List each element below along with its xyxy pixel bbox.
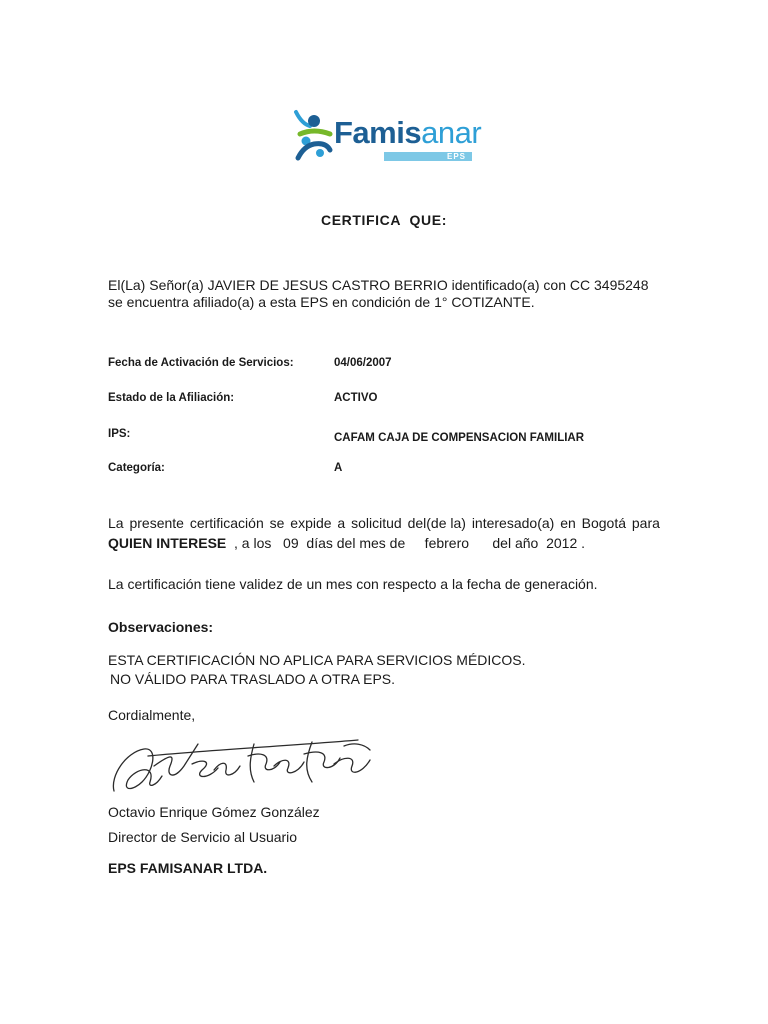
recipient: QUIEN INTERESE [108,535,227,551]
category-value: A [334,462,343,474]
request-word: presente [129,515,184,531]
category-label: Categoría: [108,462,165,474]
validity-note: La certificación tiene validez de un mes con respecto a la fecha de generación. [108,576,598,592]
request-paragraph [108,513,660,553]
ips-value: CAFAM CAJA DE COMPENSACION FAMILIAR [334,432,585,444]
request-word: del(de la) [407,515,466,531]
affiliation-line-2: se encuentra afiliado(a) a esta EPS en condición de 1° COTIZANTE. [108,294,535,310]
request-word: Bogotá [581,515,627,531]
affiliation-line-1: El(La) Señor(a) JAVIER DE JESUS CASTRO BERRIO identificado(a) con CC 3495248 [108,277,649,293]
logo-tagline: EPS [446,152,466,161]
company-name: EPS FAMISANAR LTDA. [108,860,268,876]
request-word: solicitud [351,515,402,531]
request-word: para [631,515,660,531]
request-word: interesado(a) [471,515,555,531]
request-word: se [269,515,285,531]
request-word: certificación [189,515,264,531]
observation-line-1: ESTA CERTIFICACIÓN NO APLICA PARA SERVICIOS MÉDICOS. [108,652,526,668]
logo-tagline-bar [384,152,472,161]
affiliation-status-label: Estado de la Afiliación: [108,392,235,404]
certificate-heading: CERTIFICA QUE: [321,212,447,228]
signer-title: Director de Servicio al Usuario [108,829,298,845]
activation-date-label: Fecha de Activación de Servicios: [108,357,294,369]
handwritten-signature [108,736,378,803]
family-figures-icon [292,108,336,164]
request-line-2 [108,533,660,553]
affiliation-status-value: ACTIVO [334,392,378,404]
request-line-1 [108,513,660,533]
request-word: La [108,515,124,531]
activation-date-value: 04/06/2007 [334,357,392,369]
famisanar-logo [292,108,482,164]
request-word: en [560,515,576,531]
logo-wordmark: Famisanar [334,115,482,150]
request-word: a [337,515,346,531]
ips-label: IPS: [108,428,131,440]
closing: Cordialmente, [108,707,196,723]
signer-name: Octavio Enrique Gómez González [108,804,320,820]
request-word: expide [290,515,332,531]
observation-line-2: NO VÁLIDO PARA TRASLADO A OTRA EPS. [110,671,396,687]
observations-title: Observaciones: [108,619,214,635]
request-date-text: , a los 09 días del mes de febrero del año 2012 . [226,535,586,551]
